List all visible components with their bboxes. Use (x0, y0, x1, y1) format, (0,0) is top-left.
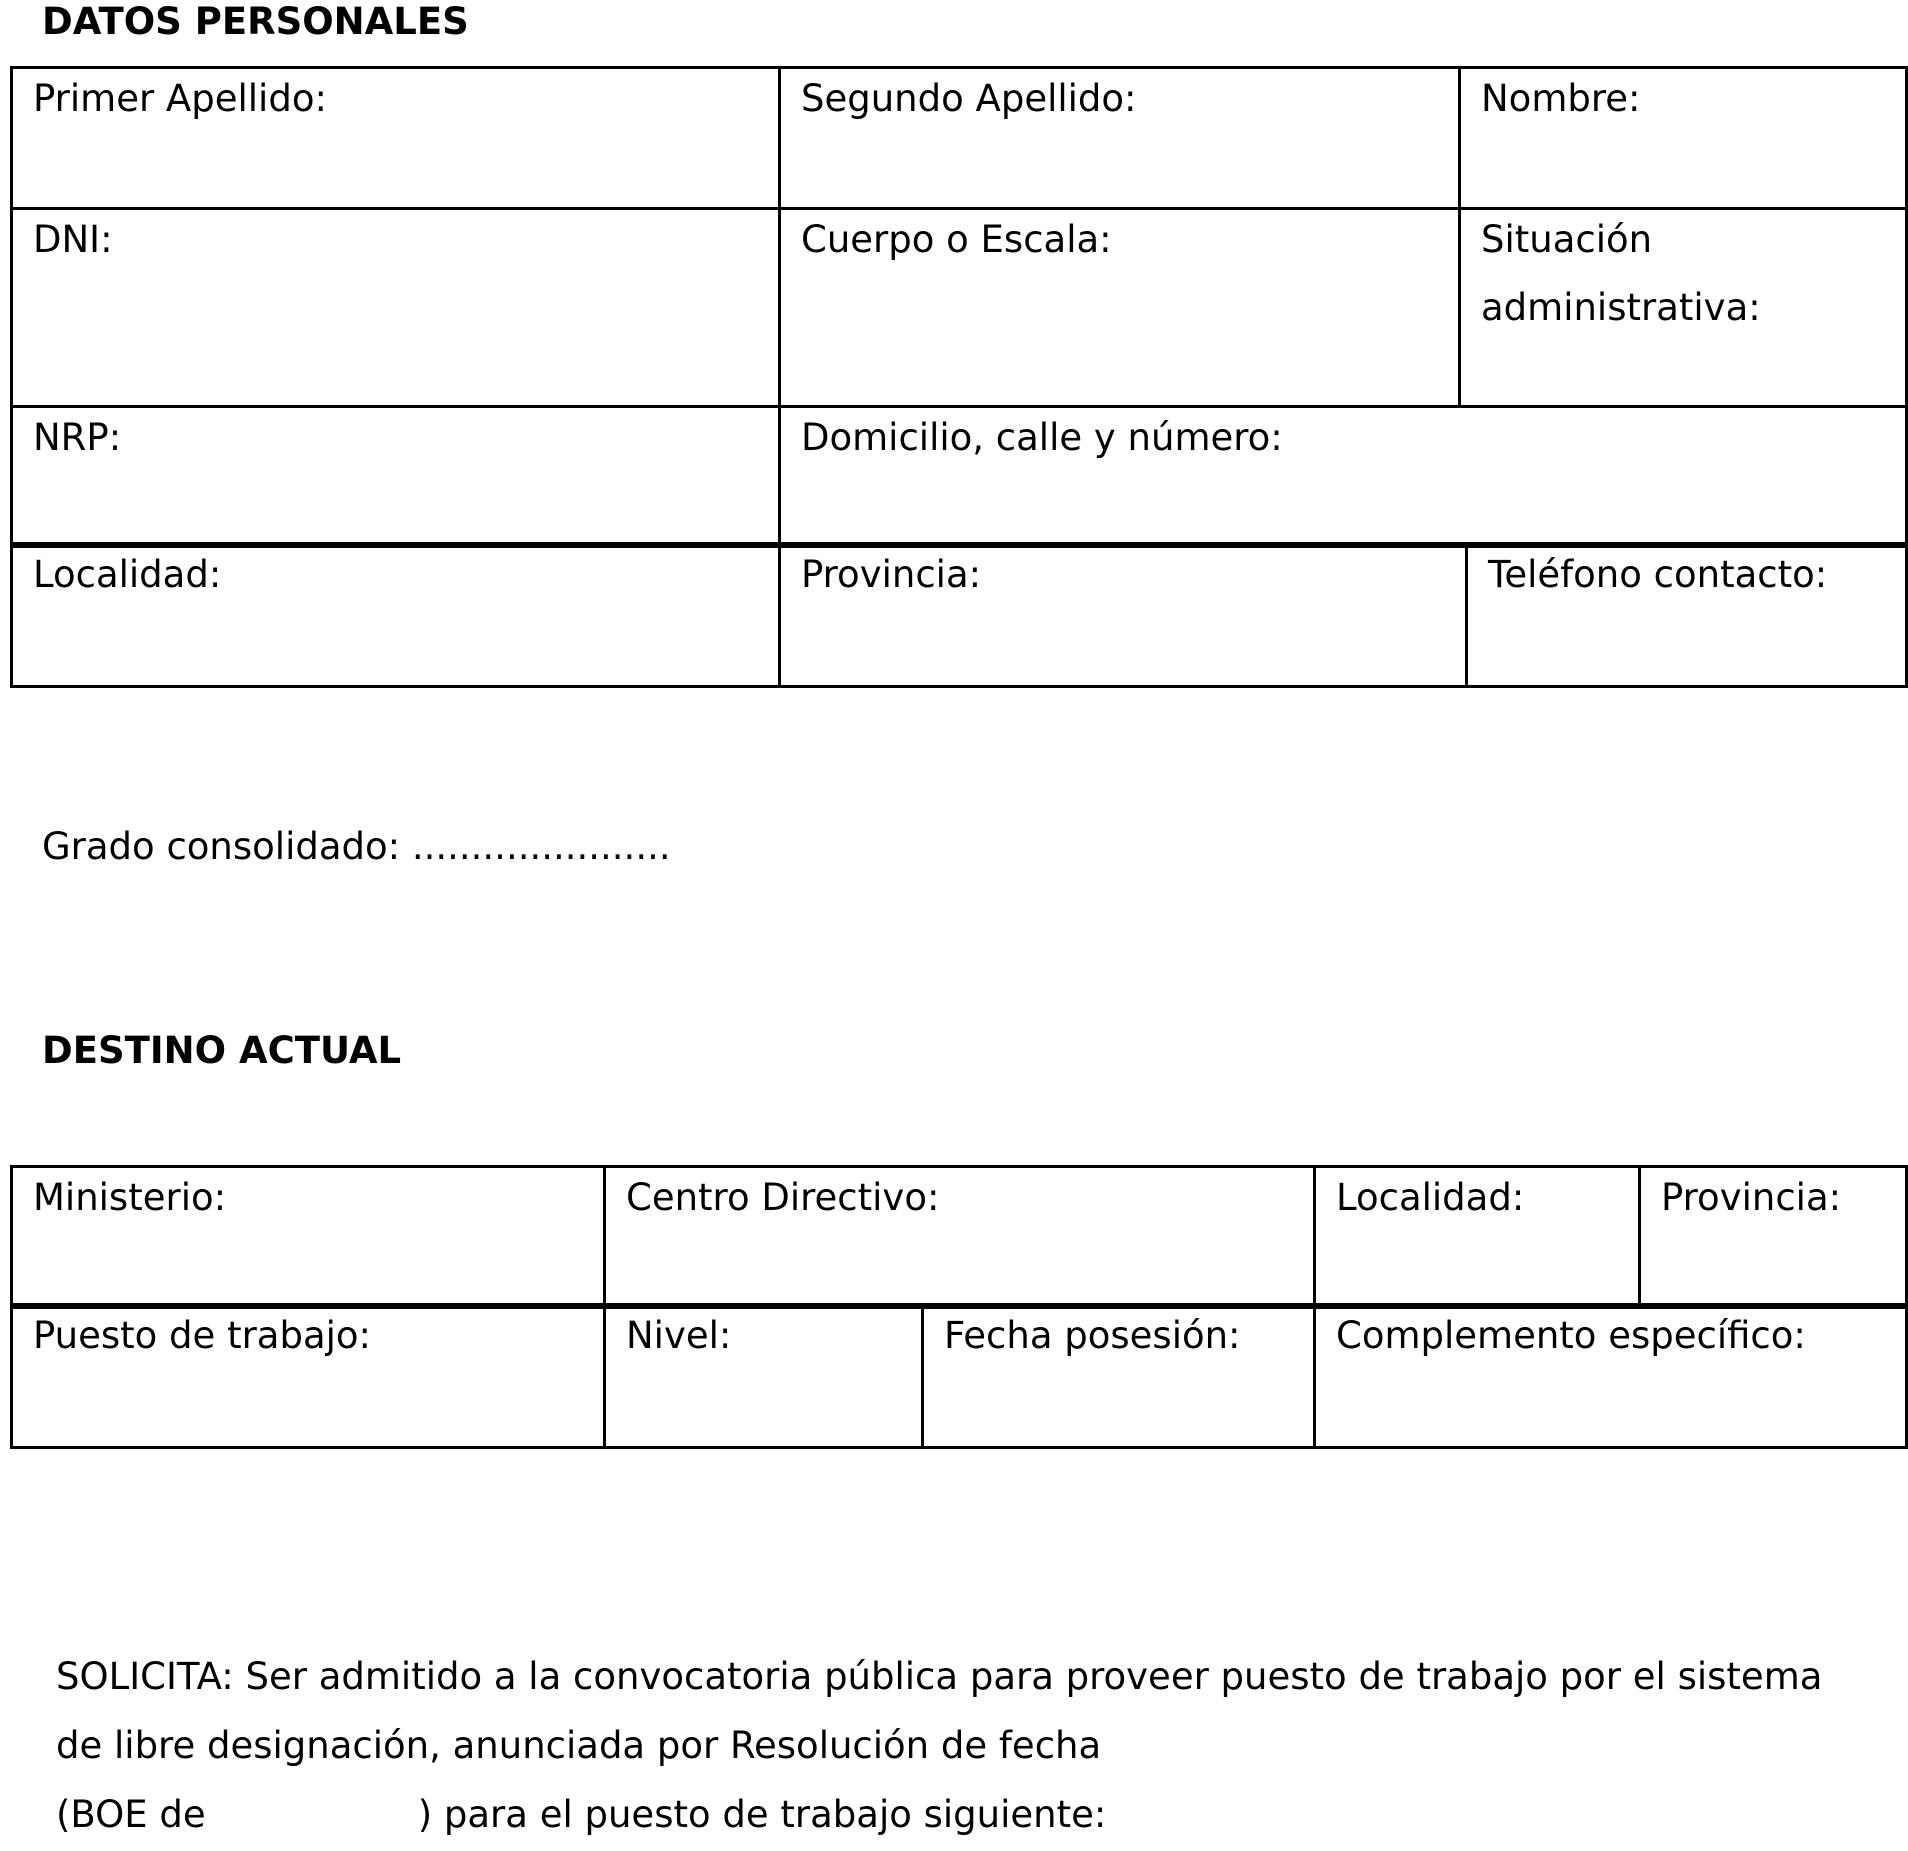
field-label: Nombre: (1481, 77, 1641, 120)
destino-actual-table (10, 1165, 1908, 1309)
field-complemento-especifico[interactable] (1315, 1305, 1907, 1448)
field-label: Ministerio: (33, 1176, 227, 1219)
section-title-destino-actual: DESTINO ACTUAL (42, 1029, 402, 1072)
table-row (12, 407, 1907, 547)
table-row (12, 1305, 1907, 1448)
personal-data-table (10, 66, 1908, 548)
field-label: Cuerpo o Escala: (801, 218, 1112, 261)
table-row (12, 209, 1907, 407)
field-label: Nivel: (626, 1314, 732, 1357)
field-label: Domicilio, calle y número: (801, 416, 1283, 459)
boe-label: (BOE de (56, 1793, 206, 1836)
field-situacion-administrativa[interactable] (1460, 209, 1907, 407)
field-label: Complemento específico: (1336, 1314, 1806, 1357)
field-fecha-posesion[interactable] (923, 1305, 1315, 1448)
field-segundo-apellido[interactable] (780, 68, 1460, 209)
field-label: NRP: (33, 416, 122, 459)
field-cuerpo-escala[interactable] (780, 209, 1460, 407)
destino-actual-table-bottom (10, 1303, 1908, 1449)
field-puesto-trabajo[interactable] (12, 1305, 605, 1448)
solicita-line-1: SOLICITA: Ser admitido a la convocatoria pública para proveer puesto de trabajo por el sistema (56, 1655, 1823, 1698)
solicita-line-3-end: ) para el puesto de trabajo siguiente: (417, 1793, 1107, 1836)
field-label: Localidad: (1336, 1176, 1525, 1219)
table-row (12, 68, 1907, 209)
field-nombre[interactable] (1460, 68, 1907, 209)
personal-data-table-bottom (10, 542, 1908, 688)
table-row (12, 544, 1907, 687)
field-label: Provincia: (801, 553, 982, 596)
field-label: Situación administrativa: (1481, 218, 1761, 329)
field-label: Segundo Apellido: (801, 77, 1137, 120)
field-label: Puesto de trabajo: (33, 1314, 372, 1357)
solicita-line-3 (56, 1781, 1106, 1849)
field-label: Fecha posesión: (944, 1314, 1241, 1357)
field-telefono-contacto[interactable] (1467, 544, 1907, 687)
field-provincia-destino[interactable] (1640, 1167, 1907, 1308)
field-label: Localidad: (33, 553, 222, 596)
field-ministerio[interactable] (12, 1167, 605, 1308)
field-label: Provincia: (1661, 1176, 1842, 1219)
field-label: Teléfono contacto: (1488, 553, 1828, 596)
table-row (12, 1167, 1907, 1308)
solicita-line-2: de libre designación, anunciada por Resolución de fecha (56, 1724, 1102, 1767)
grado-consolidado: Grado consolidado: ...................... (42, 825, 671, 868)
field-label: Primer Apellido: (33, 77, 327, 120)
field-localidad[interactable] (12, 544, 780, 687)
field-dni[interactable] (12, 209, 780, 407)
field-primer-apellido[interactable] (12, 68, 780, 209)
field-localidad-destino[interactable] (1315, 1167, 1640, 1308)
section-title-datos-personales: DATOS PERSONALES (42, 0, 469, 43)
field-nivel[interactable] (605, 1305, 923, 1448)
field-label: Centro Directivo: (626, 1176, 940, 1219)
field-domicilio[interactable] (780, 407, 1907, 547)
field-label: DNI: (33, 218, 113, 261)
field-provincia[interactable] (780, 544, 1467, 687)
field-centro-directivo[interactable] (605, 1167, 1315, 1308)
field-nrp[interactable] (12, 407, 780, 547)
